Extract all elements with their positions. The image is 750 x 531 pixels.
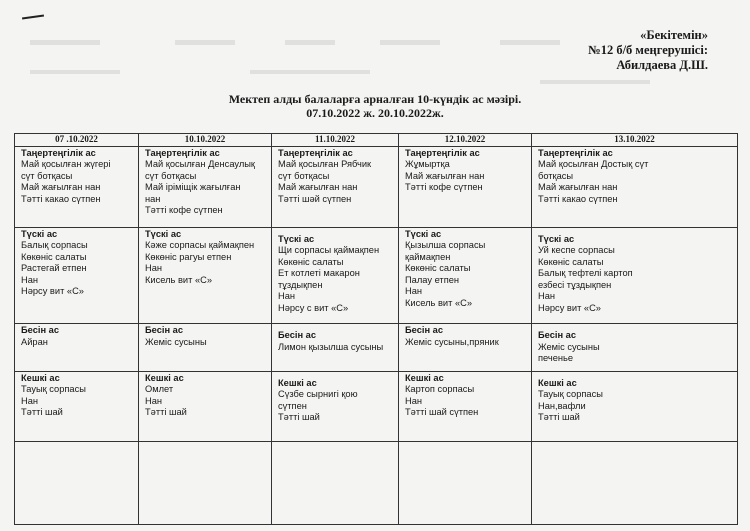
meal-title: Бесін ас [278, 330, 317, 341]
date-header: 11.10.2022 [272, 134, 399, 147]
menu-cell [139, 146, 272, 227]
menu-cell [272, 146, 399, 227]
dish-item: Көкөніс салаты [21, 251, 87, 262]
meal-title: Бесін ас [538, 330, 577, 341]
dish-item: Нан [145, 263, 163, 274]
dish-item: Жеміс сусыны,пряник [405, 336, 499, 347]
dish-item: печенье [538, 353, 574, 364]
meal-title: Түскі ас [405, 228, 442, 239]
dish-item: Май жағылған нан [405, 170, 485, 181]
dish-item: Нан [405, 286, 423, 297]
dish-item: Жеміс сусыны [538, 341, 600, 352]
meal-title: Түскі ас [538, 233, 575, 244]
dish-item: Май жағылған нан [278, 182, 358, 192]
empty-cell [272, 441, 399, 524]
dish-item: Нәрсу вит «С» [538, 302, 601, 313]
meal-title: Таңертеңгілік ас [145, 147, 220, 158]
dish-item: Лимон қызылша сусыны [278, 341, 384, 352]
meal-title: Таңертеңгілік ас [21, 147, 96, 158]
dish-item: Көкөніс салаты [405, 263, 471, 274]
date-header: 13.10.2022 [532, 134, 738, 147]
meal-title: Бесін ас [21, 325, 60, 336]
dish-item: Нан,вафли [538, 400, 586, 411]
meal-title: Кешкі ас [278, 377, 317, 388]
meal-row-snack [15, 324, 738, 372]
menu-cell [272, 371, 399, 441]
dish-item: Май жағылған нан [21, 182, 101, 192]
menu-cell [272, 227, 399, 323]
menu-cell [532, 227, 738, 323]
menu-cell [15, 146, 139, 227]
menu-cell [532, 146, 738, 227]
dish-item: сүт ботқасы [21, 170, 73, 181]
dish-item: ботқасы [538, 170, 574, 181]
dish-item: Тәтті кофе сүтпен [405, 182, 483, 192]
empty-row [15, 441, 738, 524]
dish-item: Май іріміщік жағылған [145, 182, 241, 192]
page-title [0, 92, 750, 120]
dish-item: Балық сорпасы [21, 240, 88, 251]
dish-item: Тауық сорпасы [21, 384, 86, 395]
menu-cell [532, 371, 738, 441]
menu-table [14, 133, 738, 525]
dish-item: Палау етпен [405, 274, 460, 285]
dish-item: нан [145, 193, 161, 204]
meal-row-dinner [15, 371, 738, 441]
dish-item: Тәтті шай сүтпен [405, 407, 479, 418]
meal-title: Кешкі ас [145, 372, 184, 383]
dish-item: Нәрсу вит «С» [21, 286, 84, 297]
empty-cell [399, 441, 532, 524]
meal-title: Бесін ас [145, 325, 184, 336]
meal-title: Түскі ас [145, 228, 182, 239]
meal-title: Кешкі ас [405, 372, 444, 383]
menu-cell [399, 324, 532, 372]
menu-cell [272, 324, 399, 372]
dish-item: тұздықпен [278, 279, 323, 290]
meal-title: Таңертеңгілік ас [405, 147, 480, 158]
approval-signatory: Абилдаева Д.Ш. [616, 58, 708, 72]
dish-item: Май қосылған Денсаулық [145, 159, 256, 169]
menu-cell [399, 371, 532, 441]
title-line-2: 07.10.2022 ж. 20.10.2022ж. [306, 106, 444, 120]
dish-item: Май қосылған Рябчик [278, 159, 372, 169]
menu-cell [399, 227, 532, 323]
dish-item: Нан [278, 291, 296, 302]
dish-item: езбесі тұздықпен [538, 279, 612, 290]
dish-item: Кәже сорпасы қаймақпен [145, 240, 255, 251]
meal-row-lunch [15, 227, 738, 323]
dish-item: Көкөніс рагуы етпен [145, 251, 232, 262]
meal-title: Түскі ас [21, 228, 58, 239]
dish-item: Нан [21, 274, 39, 285]
dish-item: Көкөніс салаты [278, 256, 344, 267]
dish-item: Нәрсу с вит «С» [278, 302, 349, 313]
menu-cell [139, 227, 272, 323]
dish-item: Омлет [145, 384, 174, 395]
dish-item: Картоп сорпасы [405, 384, 475, 395]
dish-item: сүт ботқасы [145, 170, 197, 181]
dish-item: сүтпен [278, 400, 307, 411]
dish-item: Тәтті шай [21, 407, 63, 418]
dish-item: Тәтті шай [278, 412, 320, 423]
dish-item: Жеміс сусыны [145, 336, 207, 347]
dish-item: Щи сорпасы қаймақпен [278, 245, 380, 256]
meal-title: Кешкі ас [538, 377, 577, 388]
dish-item: Тауық сорпасы [538, 389, 603, 400]
dish-item: Тәтті кофе сүтпен [145, 205, 223, 215]
dish-item: Балық тефтелі картоп [538, 268, 633, 279]
dish-item: Растегай етпен [21, 263, 87, 274]
dish-item: Тәтті какао сүтпен [538, 193, 618, 204]
meal-title: Кешкі ас [21, 372, 60, 383]
empty-cell [15, 441, 139, 524]
meal-title: Таңертеңгілік ас [538, 147, 613, 158]
dish-item: Уй кеспе сорпасы [538, 245, 615, 256]
dish-item: Нан [145, 395, 163, 406]
dish-item: Тәтті какао сүтпен [21, 193, 101, 204]
menu-cell [15, 324, 139, 372]
meal-title: Түскі ас [278, 233, 315, 244]
dish-item: Кисель вит «С» [145, 274, 212, 285]
menu-cell [15, 227, 139, 323]
dish-item: қаймақпен [405, 251, 451, 262]
dish-item: Нан [405, 395, 423, 406]
meal-title: Таңертеңгілік ас [278, 147, 353, 158]
approval-position: №12 б/б меңгерушісі: [588, 43, 708, 57]
dish-item: сүт ботқасы [278, 170, 330, 181]
dish-item: Жұмыртқа [405, 159, 450, 169]
dish-item: Май қосылған Достық сүт [538, 159, 649, 169]
approval-block [588, 28, 708, 73]
date-header: 12.10.2022 [399, 134, 532, 147]
dish-item: Тәтті шәй сүтпен [278, 193, 352, 204]
menu-cell [139, 371, 272, 441]
dish-item: Нан [538, 291, 556, 302]
meal-title: Бесін ас [405, 325, 444, 336]
menu-cell [532, 324, 738, 372]
date-header: 10.10.2022 [139, 134, 272, 147]
pen-mark [22, 14, 44, 19]
dish-item: Май жағылған нан [538, 182, 618, 192]
dish-item: Нан [21, 395, 39, 406]
dish-item: Тәтті шай [145, 407, 187, 418]
empty-cell [532, 441, 738, 524]
meal-row-breakfast [15, 146, 738, 227]
dish-item: Ет котлеті макарон [278, 268, 360, 279]
dish-item: Көкөніс салаты [538, 256, 604, 267]
dish-item: Қызылша сорпасы [405, 240, 486, 251]
dish-item: Кисель вит «С» [405, 297, 472, 308]
menu-cell [15, 371, 139, 441]
dish-item: Айран [21, 336, 48, 347]
dish-item: Май қосылған жүгері [21, 159, 111, 169]
menu-cell [139, 324, 272, 372]
menu-cell [399, 146, 532, 227]
approval-heading: «Бекітемін» [640, 28, 708, 42]
title-line-1: Мектеп алды балаларға арналған 10-күндік ас мәзірі. [228, 92, 522, 106]
date-header-row [15, 134, 738, 147]
date-header: 07 .10.2022 [15, 134, 139, 147]
dish-item: Тәтті шай [538, 412, 580, 423]
empty-cell [139, 441, 272, 524]
dish-item: Сүзбе сырнигі қою [278, 389, 358, 400]
